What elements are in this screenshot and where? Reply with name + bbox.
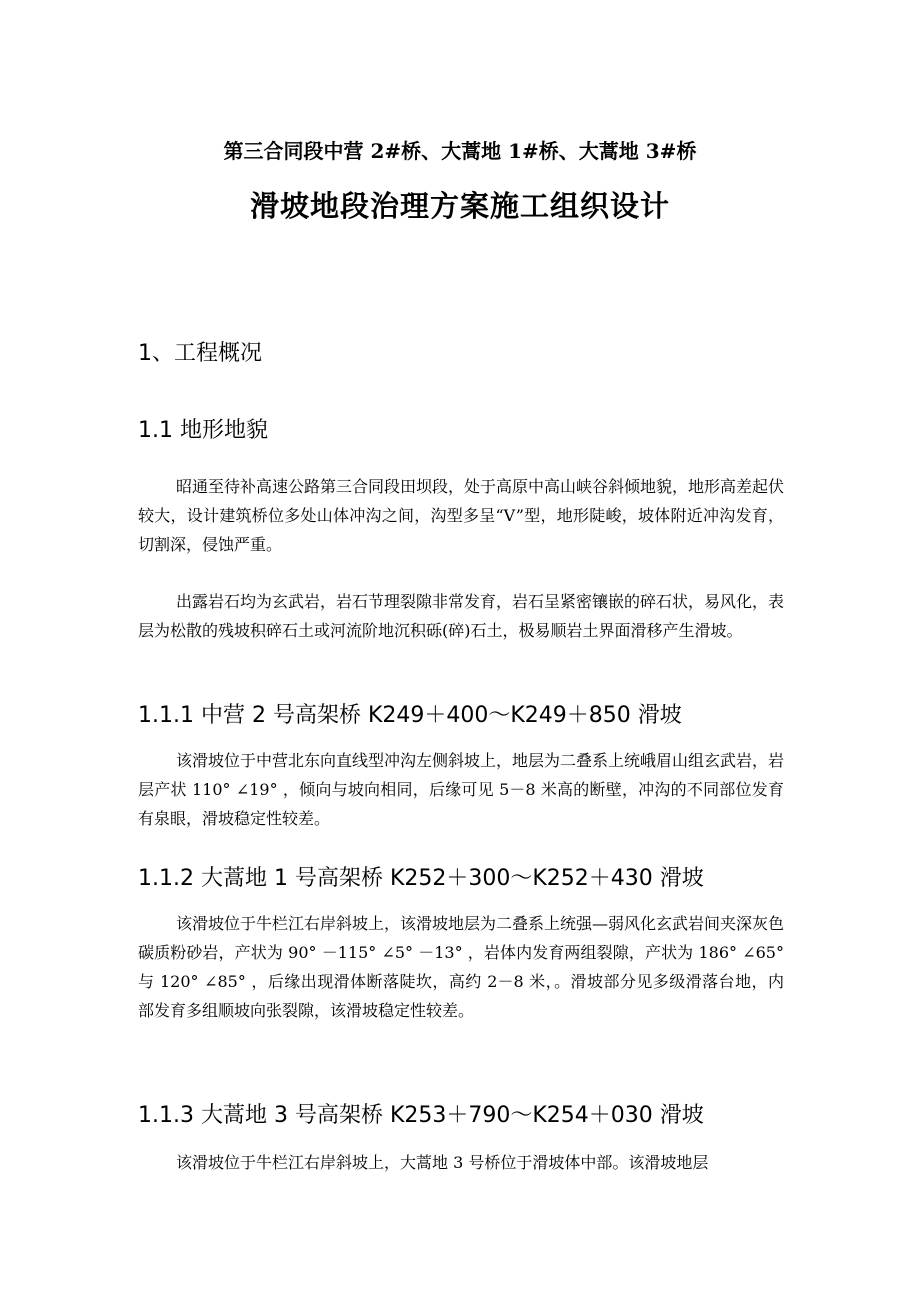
- section-heading-1-1: 1.1 地形地貌: [138, 418, 268, 443]
- paragraph-terrain: 昭通至待补高速公路第三合同段田坝段，处于高原中高山峡谷斜倾地貌，地形高差起伏较大，设计建筑桥位多处山体冲沟之间，沟型多呈“V”型，地形陡峻，坡体附近冲沟发育，切割深，侵蚀严重。: [138, 477, 785, 554]
- section-heading-1: 1、工程概况: [138, 341, 262, 366]
- section-heading-1-1-1: 1.1.1 中营 2 号高架桥 K249＋400～K249＋850 滑坡: [138, 703, 682, 728]
- paragraph-zhongying-2: 该滑坡位于中营北东向直线型冲沟左侧斜坡上，地层为二叠系上统峨眉山组玄武岩，岩层产状 110° ∠19° ，倾向与坡向相同，后缘可见 5－8 米高的断壁，冲沟的不同部位发育有泉眼，滑坡稳定性较差。: [138, 751, 785, 828]
- paragraph-rock: 出露岩石均为玄武岩，岩石节理裂隙非常发育，岩石呈紧密镶嵌的碎石状，易风化，表层为松散的残坡积碎石土或河流阶地沉积砾(碎)石土，极易顺岩土界面滑移产生滑坡。: [138, 592, 785, 640]
- paragraph-dahaodi-1: 该滑坡位于牛栏江右岸斜坡上，该滑坡地层为二叠系上统强—弱风化玄武岩间夹深灰色碳质粉砂岩，产状为 90° －115° ∠5° －13° ，岩体内发育两组裂隙，产状为 186° ∠65° 与 120° ∠85° ，后缘出现滑体断落陡坎，高约 2－8 米，。滑坡部分见多级滑落台地，内部发育多组顺坡向张裂隙，该滑坡稳定性较差。: [138, 914, 785, 1020]
- section-heading-1-1-3: 1.1.3 大蒿地 3 号高架桥 K253＋790～K254＋030 滑坡: [138, 1103, 704, 1128]
- document-subtitle: 第三合同段中营 2#桥、大蒿地 1#桥、大蒿地 3#桥: [223, 139, 697, 163]
- document-title: 滑坡地段治理方案施工组织设计: [249, 189, 670, 223]
- section-heading-1-1-2: 1.1.2 大蒿地 1 号高架桥 K252＋300～K252＋430 滑坡: [138, 866, 704, 891]
- paragraph-dahaodi-3: 该滑坡位于牛栏江右岸斜坡上，大蒿地 3 号桥位于滑坡体中部。该滑坡地层: [176, 1153, 709, 1172]
